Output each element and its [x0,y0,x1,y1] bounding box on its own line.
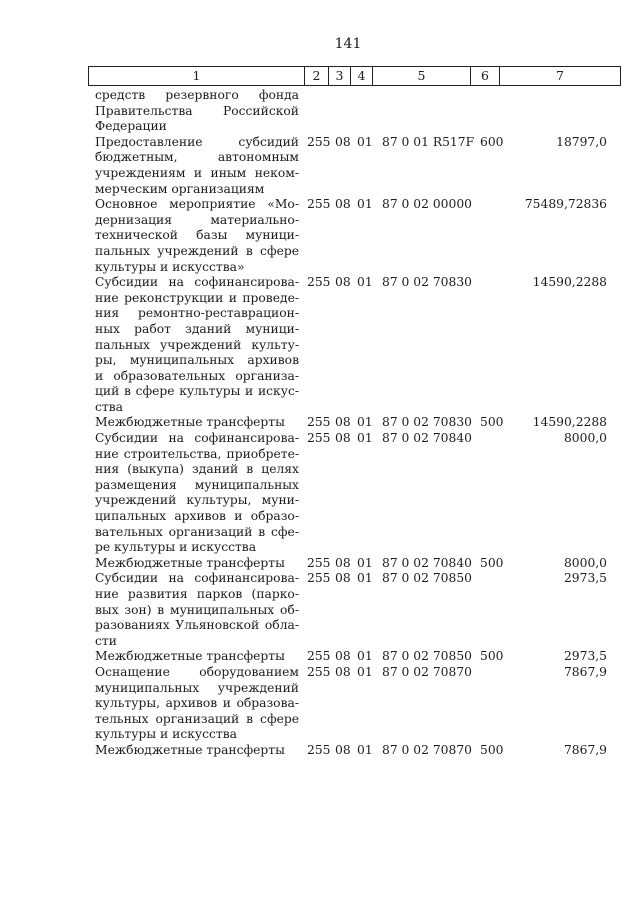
row-description [95,649,299,665]
cell-target-article: 87 0 02 70840 [382,431,472,446]
table-row [95,665,625,743]
cell-admin-code: 255 [307,275,331,290]
row-description [95,665,299,743]
cell-subsection: 01 [357,664,373,679]
description-line: культуры и искусства [95,727,237,742]
description-line: Правительства Российской [95,103,299,118]
row-description [95,431,299,556]
description-line: дернизация материально- [95,212,299,227]
description-line: ния (выкупа) зданий в целях [95,462,299,477]
cell-amount: 2973,5 [563,649,607,664]
cell-expense-type: 600 [480,134,504,149]
table-row [95,135,625,197]
cell-section: 08 [335,571,351,586]
cell-admin-code: 255 [307,664,331,679]
column-header-7: 7 [500,67,621,86]
description-line: ре культуры и искусства [95,540,257,555]
cell-subsection: 01 [357,571,373,586]
row-description [95,743,299,759]
description-line: Предоставление субсидий [95,134,299,149]
cell-section: 08 [335,275,351,290]
description-line: мерческим организациям [95,181,265,196]
cell-subsection: 01 [357,134,373,149]
description-line: ций в сфере культуры и искус- [95,384,299,399]
table-body [95,88,625,759]
table-row [95,275,625,415]
cell-target-article: 87 0 02 70850 [382,649,472,664]
cell-amount: 75489,72836 [524,197,607,212]
column-header-5: 5 [373,67,471,86]
column-header-table [88,66,621,86]
cell-section: 08 [335,742,351,757]
cell-subsection: 01 [357,555,373,570]
column-header-3: 3 [329,67,351,86]
cell-subsection: 01 [357,275,373,290]
cell-amount: 8000,0 [563,555,607,570]
row-description [95,135,299,197]
description-line: культуры, архивов и образова- [95,696,299,711]
description-line: Межбюджетные трансферты [95,742,285,757]
cell-section: 08 [335,555,351,570]
description-line: Межбюджетные трансферты [95,649,285,664]
description-line: разованиях Ульяновской обла- [95,618,299,633]
table-row [95,415,625,431]
cell-target-article: 87 0 02 70830 [382,275,472,290]
table-row [95,431,625,556]
table-row [95,197,625,275]
description-line: учреждениям и иным неком- [95,165,299,180]
row-description [95,415,299,431]
cell-amount: 7867,9 [563,742,607,757]
description-line: ния ремонтно-реставрацион- [95,306,299,321]
description-line: Межбюджетные трансферты [95,415,285,430]
cell-target-article: 87 0 02 70870 [382,664,472,679]
table-row [95,571,625,649]
description-line: ние реконструкции и проведе- [95,290,299,305]
cell-admin-code: 255 [307,742,331,757]
cell-target-article: 87 0 02 70840 [382,555,472,570]
cell-section: 08 [335,664,351,679]
cell-amount: 2973,5 [563,571,607,586]
description-line: Субсидии на софинансирова- [95,431,299,446]
description-line: тельных организаций в сфере [95,711,299,726]
cell-expense-type: 500 [480,742,504,757]
cell-subsection: 01 [357,415,373,430]
description-line: вательных организаций в сфе- [95,524,299,539]
column-header-4: 4 [351,67,373,86]
description-line: ры, муниципальных архивов [95,353,299,368]
row-description [95,571,299,649]
cell-admin-code: 255 [307,571,331,586]
cell-admin-code: 255 [307,431,331,446]
cell-amount: 18797,0 [556,134,607,149]
table-row [95,88,625,135]
description-line: и образовательных организа- [95,368,299,383]
table-row [95,743,625,759]
description-line: вых зон) в муниципальных об- [95,602,299,617]
description-line: учреждений культуры, муни- [95,493,299,508]
row-description [95,88,299,135]
column-header-6: 6 [471,67,500,86]
cell-admin-code: 255 [307,415,331,430]
column-header-2: 2 [305,67,329,86]
cell-subsection: 01 [357,431,373,446]
table-row [95,649,625,665]
cell-amount: 14590,2288 [532,275,607,290]
cell-admin-code: 255 [307,134,331,149]
cell-section: 08 [335,649,351,664]
cell-target-article: 87 0 01 R517F [382,134,475,149]
row-description [95,556,299,572]
cell-expense-type: 500 [480,555,504,570]
description-line: ние строительства, приобрете- [95,446,299,461]
cell-expense-type: 500 [480,649,504,664]
cell-admin-code: 255 [307,197,331,212]
cell-section: 08 [335,197,351,212]
description-line: Субсидии на софинансирова- [95,275,299,290]
description-line: Субсидии на софинансирова- [95,571,299,586]
cell-section: 08 [335,134,351,149]
description-line: ства [95,399,123,414]
cell-target-article: 87 0 02 70850 [382,571,472,586]
description-line: бюджетным, автономным [95,150,299,165]
description-line: Основное мероприятие «Мо- [95,197,299,212]
cell-target-article: 87 0 02 70870 [382,742,472,757]
description-line: муниципальных учреждений [95,680,299,695]
cell-section: 08 [335,431,351,446]
cell-amount: 7867,9 [563,664,607,679]
cell-target-article: 87 0 02 70830 [382,415,472,430]
cell-section: 08 [335,415,351,430]
description-line: пальных учреждений в сфере [95,243,299,258]
table-row [95,556,625,572]
description-line: Межбюджетные трансферты [95,555,285,570]
description-line: ципальных архивов и образо- [95,509,299,524]
description-line: технической базы муници- [95,228,299,243]
description-line: средств резервного фонда [95,88,299,102]
cell-target-article: 87 0 02 00000 [382,197,472,212]
cell-admin-code: 255 [307,649,331,664]
description-line: пальных учреждений культу- [95,337,299,352]
description-line: ние развития парков (парко- [95,587,299,601]
cell-subsection: 01 [357,649,373,664]
cell-subsection: 01 [357,742,373,757]
cell-expense-type: 500 [480,415,504,430]
description-line: сти [95,633,117,648]
row-description [95,197,299,275]
cell-subsection: 01 [357,197,373,212]
description-line: размещения муниципальных [95,477,299,492]
cell-amount: 8000,0 [563,431,607,446]
row-description [95,275,299,415]
description-line: ных работ зданий муници- [95,321,299,336]
description-line: Оснащение оборудованием [95,664,299,679]
column-header-1: 1 [89,67,305,86]
cell-admin-code: 255 [307,555,331,570]
description-line: культуры и искусства» [95,259,245,274]
cell-amount: 14590,2288 [532,415,607,430]
description-line: Федерации [95,119,167,134]
page-number: 141 [334,36,362,52]
